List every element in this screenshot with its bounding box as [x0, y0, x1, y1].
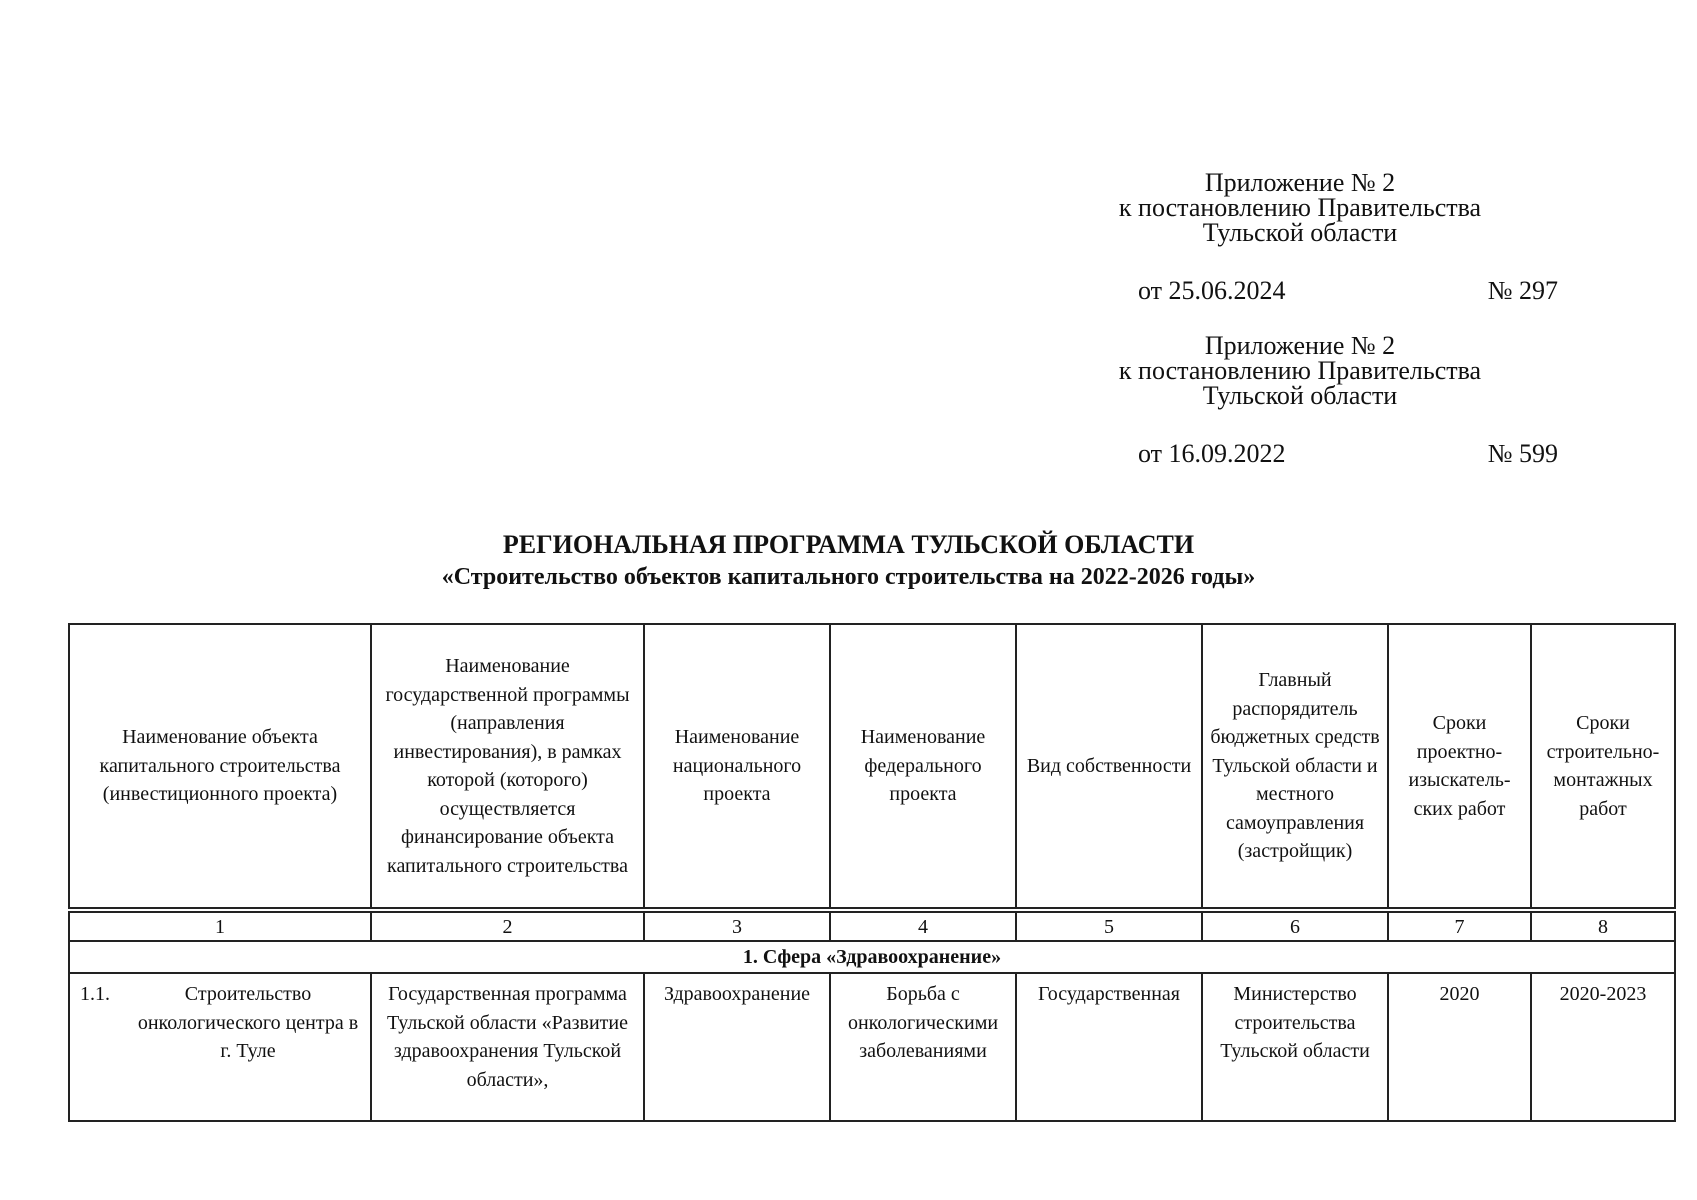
- cell-national-project: Здравоохранение: [644, 973, 830, 1121]
- column-number: 5: [1016, 912, 1202, 941]
- resolution-date: от 16.09.2022: [1138, 439, 1286, 468]
- column-header-national-project: Наименование национального проекта: [644, 624, 830, 908]
- object-name: Строительство онкологического центра в г. Туле: [137, 983, 359, 1062]
- cell-manager: Министерство строительства Тульской области: [1202, 973, 1388, 1121]
- row-number: 1.1.: [80, 983, 110, 1005]
- appendix-date-original: [1138, 439, 1558, 469]
- appendix-line: к постановлению Правительства: [1118, 193, 1482, 222]
- column-header-construction-period: Сроки строительно-монтажных работ: [1531, 624, 1675, 908]
- cell-object: [69, 973, 371, 1121]
- column-numbers-row: [69, 912, 1675, 941]
- document-title: РЕГИОНАЛЬНАЯ ПРОГРАММА ТУЛЬСКОЙ ОБЛАСТИ: [502, 530, 1195, 559]
- cell-construction-period: 2020-2023: [1531, 973, 1675, 1121]
- appendix-header-current: [1000, 170, 1600, 245]
- cell-federal-project: Борьба с онкологическими заболеваниями: [830, 973, 1016, 1121]
- column-number: 6: [1202, 912, 1388, 941]
- document-subtitle: «Строительство объектов капитального строительства на 2022-2026 годы»: [441, 564, 1256, 590]
- column-number: 4: [830, 912, 1016, 941]
- cell-ownership: Государственная: [1016, 973, 1202, 1121]
- section-row: [69, 941, 1675, 973]
- column-number: 7: [1388, 912, 1531, 941]
- column-number: 2: [371, 912, 644, 941]
- resolution-number: № 599: [1487, 439, 1558, 468]
- column-header-manager: Главный распорядитель бюджетных средств Тульской области и местного самоуправления (застройщик): [1202, 624, 1388, 908]
- appendix-date-current: [1138, 276, 1558, 306]
- column-header-ownership: Вид собственности: [1016, 624, 1202, 908]
- cell-design-period: 2020: [1388, 973, 1531, 1121]
- table-row: [69, 973, 1675, 1121]
- column-header-program: Наименование государственной программы (направления инвестирования), в рамках которой (которого) осуществляется финансирование объекта капитального строительства: [371, 624, 644, 908]
- appendix-line: к постановлению Правительства: [1118, 356, 1482, 385]
- resolution-date: от 25.06.2024: [1138, 276, 1286, 305]
- column-number: 8: [1531, 912, 1675, 941]
- cell-program: Государственная программа Тульской области «Развитие здравоохранения Тульской области»,: [371, 973, 644, 1121]
- appendix-line: Тульской области: [1202, 218, 1398, 247]
- column-number: 3: [644, 912, 830, 941]
- section-title: 1. Сфера «Здравоохранение»: [69, 941, 1675, 973]
- program-table-header: [68, 623, 1676, 909]
- appendix-header-original: [1000, 333, 1600, 408]
- column-number: 1: [69, 912, 371, 941]
- column-header-design-period: Сроки проектно-изыскатель-ских работ: [1388, 624, 1531, 908]
- appendix-line: Приложение № 2: [1204, 168, 1396, 197]
- column-header-federal-project: Наименование федерального проекта: [830, 624, 1016, 908]
- appendix-line: Приложение № 2: [1204, 331, 1396, 360]
- resolution-number: № 297: [1487, 276, 1558, 305]
- program-table-body: [68, 911, 1676, 1122]
- appendix-line: Тульской области: [1202, 381, 1398, 410]
- column-header-object: Наименование объекта капитального строительства (инвестиционного проекта): [69, 624, 371, 908]
